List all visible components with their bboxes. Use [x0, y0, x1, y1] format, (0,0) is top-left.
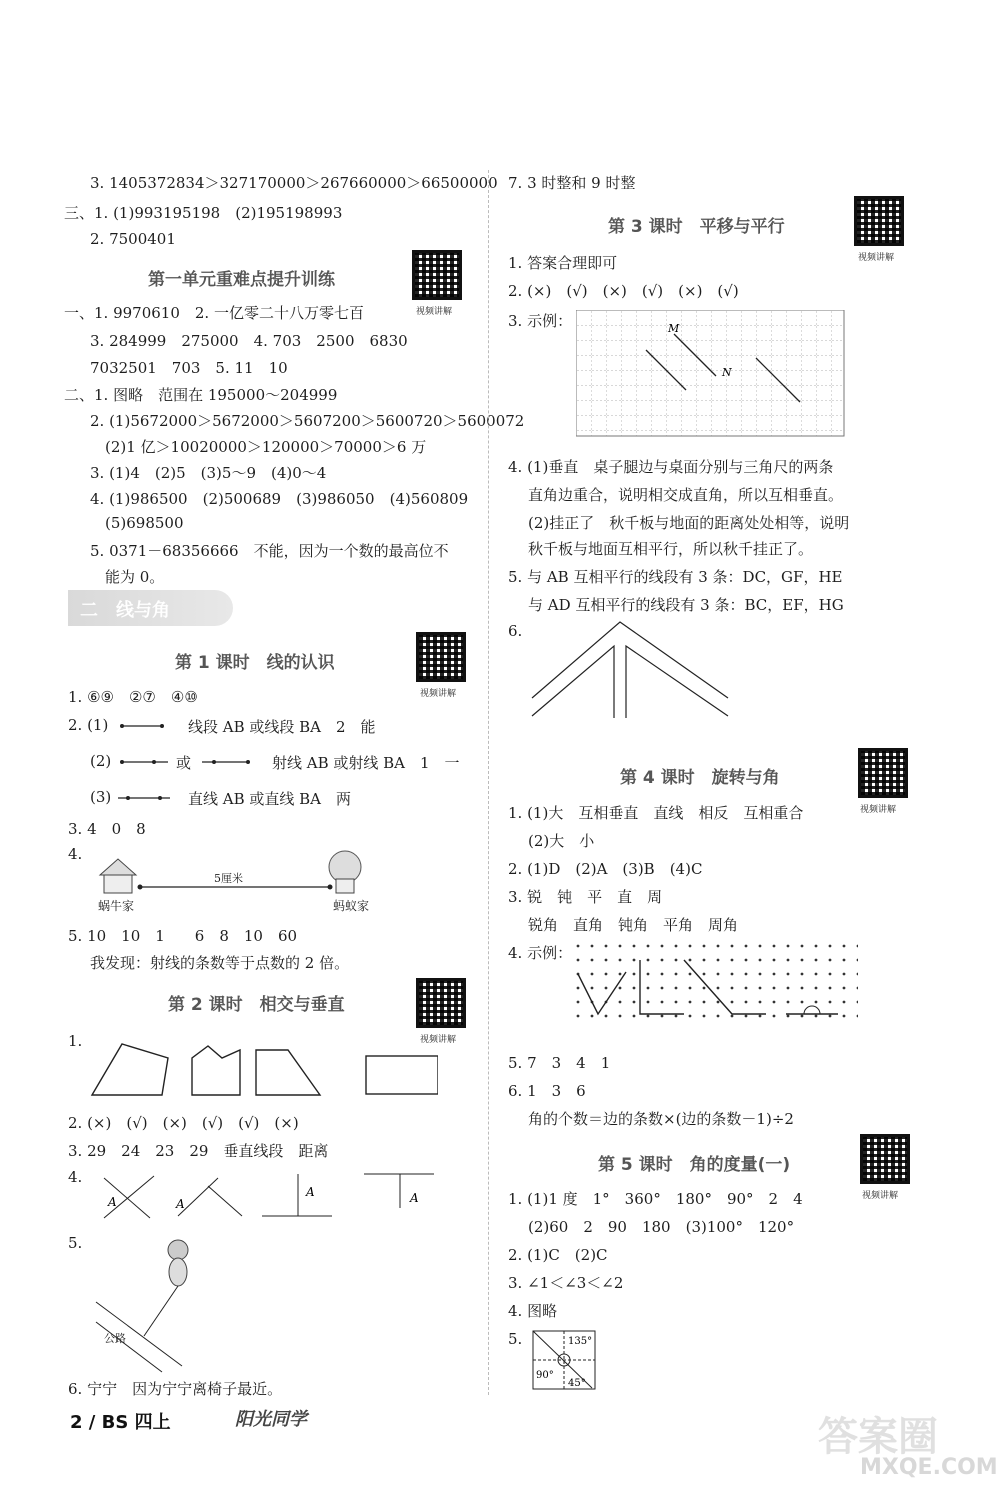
answer-line: (5)698500	[105, 514, 184, 532]
answer-line: 3. 29 24 23 29 垂直线段 距离	[68, 1142, 329, 1160]
answer-line: 1.	[68, 1032, 83, 1050]
answer-line: (2)1 亿＞10020000＞120000＞70000＞6 万	[105, 438, 427, 456]
qr-caption: 视频讲解	[420, 689, 457, 699]
answer-line: 5.	[68, 1234, 83, 1252]
answer-line: 4. (1)986500 (2)500689 (3)986050 (4)560809	[90, 490, 469, 508]
answer-line: 4. (1)垂直 桌子腿边与桌面分别与三角尺的两条	[508, 458, 834, 476]
qr-code-icon[interactable]	[860, 1134, 910, 1184]
answer-line: 一、1. 9970610 2. 一亿零二十八万零七百	[64, 304, 364, 322]
answer-line: 角的个数＝边的条数×(边的条数－1)÷2	[528, 1110, 794, 1128]
monkey-road-figure	[92, 1236, 292, 1376]
unit-title: 二 线与角	[80, 600, 170, 621]
svg-text:45°: 45°	[568, 1378, 586, 1389]
answer-line: 锐角 直角 钝角 平角 周角	[528, 916, 739, 934]
answer-line: 2. (×) (√) (×) (√) (×) (√)	[508, 282, 739, 300]
section-title: 第 2 课时 相交与垂直	[168, 995, 345, 1015]
svg-text:135°: 135°	[568, 1336, 593, 1347]
answer-line: 3. ∠1＜∠3＜∠2	[508, 1274, 624, 1292]
answer-line: 5. 0371－68356666 不能，因为一个数的最高位不	[90, 542, 449, 560]
answer-line: (2)60 2 90 180 (3)100° 120°	[528, 1218, 795, 1236]
grid-translation-figure	[576, 310, 846, 438]
answer-line: (2)大 小	[528, 832, 595, 850]
answer-line: 6. 宁宁 因为宁宁离椅子最近。	[68, 1380, 283, 1398]
svg-text:A: A	[108, 1195, 117, 1209]
answer-line: 3. 示例：	[508, 312, 573, 330]
answer-line: 我发现：射线的条数等于点数的 2 倍。	[90, 954, 350, 972]
dot-grid-angles-figure	[576, 944, 858, 1028]
road-label: 公路	[104, 1332, 126, 1345]
column-divider	[488, 170, 489, 1395]
answer-line: 6. 1 3 6	[508, 1082, 586, 1100]
answer-line: 三、1. (1)993195198 (2)195198993	[64, 204, 343, 222]
ray-figure	[118, 752, 170, 776]
answer-line: 2. (1)5672000＞5672000＞5607200＞5600720＞5600072	[90, 412, 525, 430]
qr-code-icon[interactable]	[412, 250, 462, 300]
answer-line: 线段 AB 或线段 BA 2 能	[188, 718, 376, 736]
qr-code-icon[interactable]	[858, 748, 908, 798]
angle-measure-figure	[532, 1330, 596, 1390]
answer-line: 5. 7 3 4 1	[508, 1054, 611, 1072]
answer-line: 4. 图略	[508, 1302, 558, 1320]
page-number: 2 / BS 四上	[70, 1412, 171, 1433]
svg-text:M: M	[668, 322, 680, 335]
answer-line: 1. ⑥⑨ ②⑦ ④⑩	[68, 688, 198, 706]
answer-line: 3. 1405372834＞327170000＞267660000＞66500000	[90, 174, 498, 192]
answer-line: (3)	[90, 788, 112, 806]
answer-line: 能为 0。	[105, 568, 165, 586]
qr-caption: 视频讲解	[420, 1035, 457, 1045]
qr-caption: 视频讲解	[862, 1191, 899, 1201]
section-title: 第 3 课时 平移与平行	[608, 217, 785, 237]
watermark-url: MXQE.COM	[860, 1455, 998, 1480]
answer-line: 4.	[68, 1168, 83, 1186]
answer-line: 2. 7500401	[90, 230, 176, 248]
answer-line: 6.	[508, 622, 523, 640]
svg-text:N: N	[722, 366, 732, 379]
answer-line: 5. 10 10 1 6 8 10 60	[68, 927, 298, 945]
answer-line: 直线 AB 或直线 BA 两	[188, 790, 352, 808]
brand-logo: 阳光同学	[235, 1409, 307, 1430]
answer-line: 秋千板与地面互相平行，所以秋千挂正了。	[528, 540, 814, 558]
answer-line: 直角边重合，说明相交成直角，所以互相垂直。	[528, 486, 844, 504]
answer-line: 7032501 703 5. 11 10	[90, 359, 288, 377]
ant-home-label: 蚂蚁家	[333, 899, 370, 913]
answer-line: 3. 284999 275000 4. 703 2500 6830	[90, 332, 408, 350]
answer-line: 3. (1)4 (2)5 (3)5～9 (4)0～4	[90, 464, 327, 482]
answer-line: 射线 AB 或射线 BA 1 一	[272, 754, 460, 772]
answer-line: 4.	[68, 845, 83, 863]
answer-line: 3. 4 0 8	[68, 820, 146, 838]
qr-caption: 视频讲解	[858, 253, 895, 263]
qr-caption: 视频讲解	[860, 805, 897, 815]
section-title: 第一单元重难点提升训练	[148, 270, 335, 290]
answer-line: (2)	[90, 752, 112, 770]
answer-line: 5. 与 AB 互相平行的线段有 3 条：DC，GF，HE	[508, 568, 843, 586]
answer-line: 1. (1)大 互相垂直 直线 相反 互相重合	[508, 804, 804, 822]
perpendicular-figure	[98, 1168, 438, 1224]
svg-text:90°: 90°	[536, 1370, 554, 1381]
answer-line: 1. (1)1 度 1° 360° 180° 90° 2 4	[508, 1190, 803, 1208]
segment-figure	[118, 716, 168, 740]
watermark: 答案圈	[818, 1414, 938, 1460]
answer-line: (2)挂正了 秋千板与地面的距离处处相等，说明	[528, 514, 850, 532]
svg-text:A: A	[306, 1185, 315, 1199]
distance-label: 5厘米	[214, 872, 243, 885]
answer-line: 或	[176, 754, 192, 772]
answer-line: 2. (×) (√) (×) (√) (√) (×)	[68, 1114, 299, 1132]
snail-home-label: 蜗牛家	[98, 899, 135, 913]
line-figure	[118, 788, 170, 812]
qr-code-icon[interactable]	[416, 632, 466, 682]
qr-caption: 视频讲解	[416, 307, 453, 317]
answer-line: 5.	[508, 1330, 523, 1348]
section-title: 第 1 课时 线的认识	[175, 653, 335, 673]
answer-line: 2. (1)D (2)A (3)B (4)C	[508, 860, 703, 878]
qr-code-icon[interactable]	[854, 196, 904, 246]
ray-figure	[200, 752, 252, 776]
qr-code-icon[interactable]	[416, 978, 466, 1028]
answer-line: 与 AD 互相平行的线段有 3 条：BC，EF，HG	[528, 596, 844, 614]
answer-line: 1. 答案合理即可	[508, 254, 618, 272]
shapes-figure	[88, 1040, 438, 1100]
section-title: 第 4 课时 旋转与角	[620, 768, 780, 788]
road-map-figure	[528, 618, 738, 728]
svg-text:A: A	[410, 1191, 419, 1205]
answer-line: 2. (1)	[68, 716, 109, 734]
answer-line: 3. 锐 钝 平 直 周	[508, 888, 663, 906]
answer-line: 2. (1)C (2)C	[508, 1246, 608, 1264]
section-title: 第 5 课时 角的度量(一)	[598, 1155, 791, 1175]
svg-text:A: A	[176, 1197, 185, 1211]
answer-line: 4. 示例：	[508, 944, 573, 962]
answer-line: 7. 3 时整和 9 时整	[508, 174, 636, 192]
answer-line: 二、1. 图略 范围在 195000～204999	[64, 386, 338, 404]
